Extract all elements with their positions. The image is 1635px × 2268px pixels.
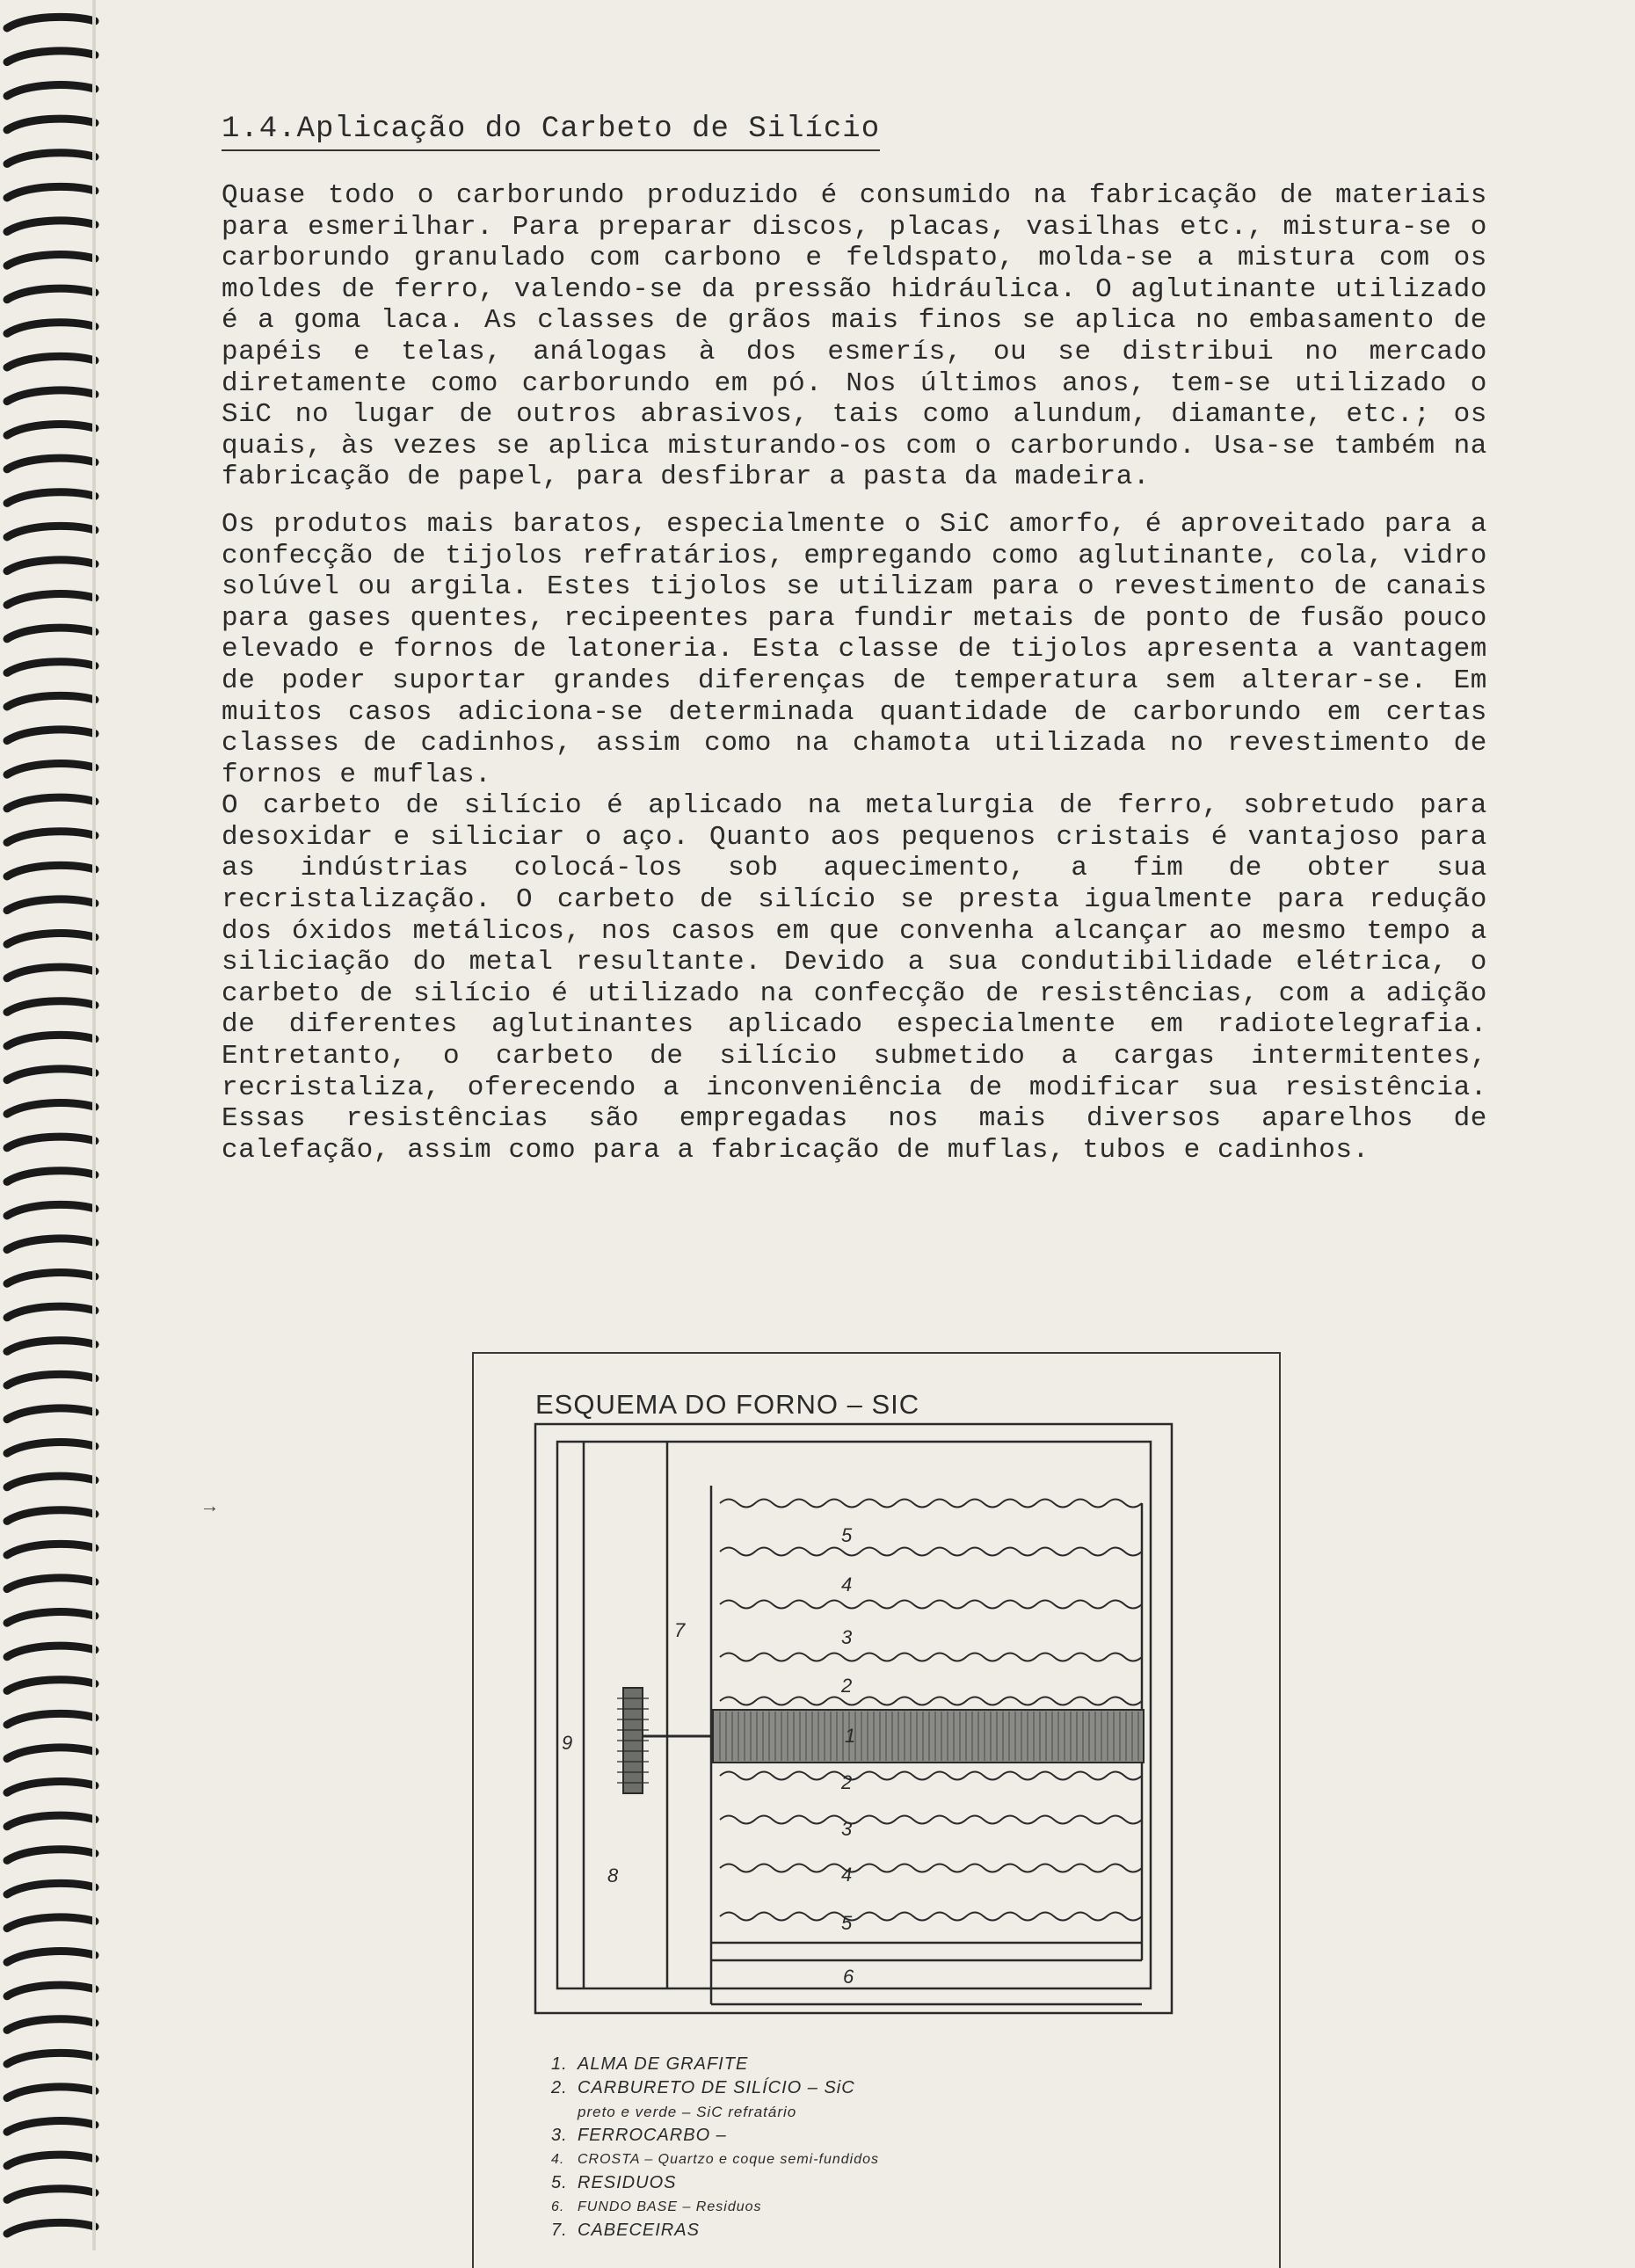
- layer-boundary-wave: [720, 1548, 1142, 1556]
- spiral-coil: [7, 526, 95, 537]
- spiral-coil: [7, 1680, 95, 1691]
- spiral-coil: [7, 1341, 95, 1352]
- label-8: 8: [607, 1865, 619, 1886]
- legend-item: 5. RESIDUOS: [551, 2173, 677, 2192]
- spiral-coil: [7, 2019, 95, 2031]
- layer-boundary-wave: [720, 1816, 1142, 1824]
- spiral-coil: [7, 51, 95, 62]
- spiral-coil: [7, 119, 95, 130]
- spiral-coil: [7, 594, 95, 606]
- spiral-coil: [7, 1171, 95, 1182]
- spiral-coil: [7, 730, 95, 741]
- layer-boundary-wave: [720, 1865, 1142, 1872]
- legend-item: 6. FUNDO BASE – Residuos: [551, 2199, 762, 2214]
- spiral-coil: [7, 1713, 95, 1725]
- label-4-bottom: 4: [841, 1864, 853, 1886]
- spiral-coil: [7, 832, 95, 843]
- spiral-coil: [7, 186, 95, 198]
- label-6: 6: [843, 1966, 854, 1988]
- spiral-coil: [7, 153, 95, 164]
- spiral-coil: [7, 1137, 95, 1148]
- spiral-coil: [7, 1476, 95, 1487]
- margin-mark: →: [204, 1496, 216, 1518]
- layer-boundary-wave: [720, 1654, 1142, 1661]
- spiral-coil: [7, 255, 95, 266]
- label-2-top: 2: [841, 1675, 853, 1697]
- label-5-bottom: 5: [841, 1912, 853, 1934]
- spiral-coil: [7, 2087, 95, 2098]
- spiral-coil: [7, 695, 95, 707]
- layer-boundary-wave: [720, 1601, 1142, 1609]
- spiral-coil: [7, 356, 95, 367]
- spiral-coil: [7, 1646, 95, 1657]
- spiral-coil: [7, 1103, 95, 1115]
- spiral-coil: [7, 17, 95, 28]
- paragraph-1: Quase todo o carborundo produzido é consumido na fabricação de materiais para esmerilhar. Para preparar discos, placas, vasilhas etc., mistura-se o carborundo granulado com carbono e feldspato, molda-se a mistura com os moldes de ferro, valendo-se da pressão hidráulica. O aglutinante utilizado é a goma laca. As classes de grãos mais finos se aplica no embasamento de papéis e telas, análogas à dos esmerís, ou se distribui no mercado diretamente como carborundo em pó. Nos últimos anos, tem-se utilizado o SiC no lugar de outros abrasivos, tais como alundum, diamante, etc.; os quais, às vezes se aplica misturando-os com o carborundo. Usa-se também na fabricação de papel, para desfibrar a pasta da madeira.: [222, 180, 1487, 493]
- spiral-coil: [7, 1443, 95, 1454]
- figure-title: ESQUEMA DO FORNO – SIC: [535, 1389, 920, 1420]
- graphite-core: [713, 1710, 1144, 1763]
- label-5-top: 5: [841, 1524, 853, 1546]
- spiral-coil: [7, 1917, 95, 1929]
- legend-item-sub: preto e verde – SiC refratário: [578, 2104, 797, 2120]
- layer-boundary-wave: [720, 1500, 1142, 1508]
- spiral-coil: [7, 425, 95, 436]
- spiral-binding: [0, 0, 104, 2250]
- spiral-coil: [7, 1985, 95, 1996]
- spiral-coil: [7, 288, 95, 300]
- spiral-coil: [7, 1952, 95, 1963]
- legend-item: 4. CROSTA – Quartzo e coque semi-fundidos: [551, 2152, 880, 2167]
- spiral-coil: [7, 221, 95, 232]
- spiral-coil: [7, 1273, 95, 1284]
- legend-item: 7. CABECEIRAS: [551, 2221, 700, 2240]
- label-4-top: 4: [841, 1574, 853, 1596]
- spiral-coil: [7, 85, 95, 97]
- spiral-coil: [7, 2222, 95, 2234]
- spiral-coil: [7, 1578, 95, 1589]
- spiral-coil: [7, 390, 95, 402]
- spiral-coil: [7, 1850, 95, 1861]
- label-3-top: 3: [841, 1626, 853, 1648]
- spiral-coil: [7, 764, 95, 775]
- spiral-coil: [7, 1204, 95, 1216]
- spiral-coil: [7, 458, 95, 469]
- spiral-coil: [7, 560, 95, 571]
- layer-boundary-wave: [720, 1697, 1142, 1705]
- spiral-coil: [7, 1782, 95, 1793]
- spiral-coil: [7, 899, 95, 911]
- label-7: 7: [674, 1619, 686, 1641]
- spiral-coil: [7, 1306, 95, 1318]
- legend-item: 1. ALMA DE GRAFITE: [551, 2054, 749, 2074]
- spiral-coil: [7, 797, 95, 809]
- spiral-coil: [7, 323, 95, 334]
- spiral-coil: [7, 2053, 95, 2064]
- spiral-coil: [7, 1883, 95, 1894]
- spiral-coil: [7, 1069, 95, 1080]
- furnace-figure: [472, 1352, 1281, 2268]
- label-3-bottom: 3: [841, 1818, 853, 1840]
- legend-item: 3. FERROCARBO –: [551, 2126, 727, 2145]
- spiral-coil: [7, 865, 95, 876]
- spiral-coil: [7, 934, 95, 945]
- layer-boundary-wave: [720, 1772, 1142, 1780]
- paragraph-3: O carbeto de silício é aplicado na metalurgia de ferro, sobretudo para desoxidar e siliciar o aço. Quanto aos pequenos cristais é vantajoso para as indústrias colocá-los sob aquecimento, a fim de obter sua recristalização. O carbeto de silício se presta igualmente para redução dos óxidos metálicos, nos casos em que convenha alcançar ao mesmo tempo a siliciação do metal resultante. Devido a sua condutibilidade elétrica, o carbeto de silício é utilizado na confecção de resistências, com a adição de diferentes aglutinantes aplicado especialmente em radiotelegrafia. Entretanto, o carbeto de silício submetido a cargas intermitentes, recristaliza, oferecendo a inconveniência de modificar sua resistência. Essas resistências são empregadas nos mais diversos aparelhos de calefação, assim como para a fabricação de muflas, tubos e cadinhos.: [222, 790, 1487, 1166]
- body-text: [222, 180, 1487, 1166]
- layer-boundary-wave: [720, 1913, 1142, 1921]
- spiral-coil: [7, 1239, 95, 1250]
- spiral-coil: [7, 1035, 95, 1046]
- label-2-bottom: 2: [841, 1771, 853, 1793]
- legend-item: 2. CARBURETO DE SILÍCIO – SiC: [551, 2078, 855, 2097]
- page-edge: [92, 0, 96, 2250]
- spiral-coil: [7, 2189, 95, 2200]
- spiral-coil: [7, 492, 95, 504]
- spiral-coil: [7, 662, 95, 673]
- spiral-coil: [7, 1748, 95, 1759]
- spiral-coil: [7, 2155, 95, 2166]
- label-9: 9: [562, 1732, 573, 1754]
- spiral-coil: [7, 1544, 95, 1555]
- label-1: 1: [845, 1725, 856, 1747]
- spiral-coil: [7, 1408, 95, 1420]
- figure-legend: [551, 2053, 879, 2243]
- spiral-coil: [7, 1510, 95, 1522]
- spiral-coil: [7, 1001, 95, 1013]
- spiral-coil: [7, 2121, 95, 2133]
- section-heading: 1.4.Aplicação do Carbeto de Silício: [222, 113, 880, 151]
- spiral-coil: [7, 1612, 95, 1624]
- spiral-coil: [7, 628, 95, 639]
- spiral-coil: [7, 1374, 95, 1385]
- spiral-coil: [7, 967, 95, 978]
- paragraph-2: Os produtos mais baratos, especialmente o SiC amorfo, é aproveitado para a confecção de tijolos refratários, empregando como aglutinante, cola, vidro solúvel ou argila. Estes tijolos se utilizam para o revestimento de canais para gases quentes, recipeentes para fundir metais de ponto de fusão pouco elevado e fornos de latoneria. Esta classe de tijolos apresenta a vantagem de poder suportar grandes diferenças de temperatura sem alterar-se. Em muitos casos adiciona-se determinada quantidade de carborundo em certas classes de cadinhos, assim como na chamota utilizada no revestimento de fornos e muflas.: [222, 508, 1487, 790]
- spiral-coil: [7, 1815, 95, 1827]
